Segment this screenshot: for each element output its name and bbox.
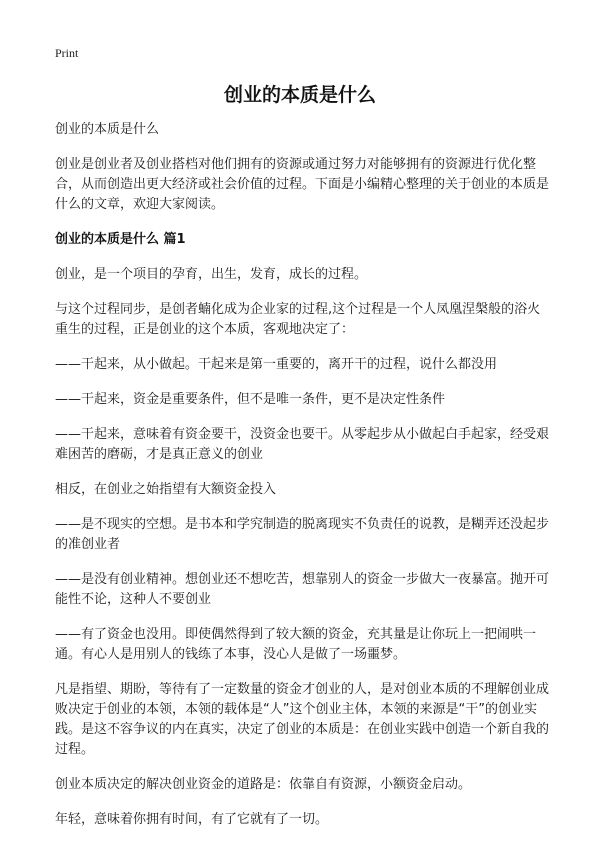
intro-paragraph: 创业是创业者及创业搭档对他们拥有的资源或通过努力对能够拥有的资源进行优化整合，从而创造出更大经济或社会价值的过程。下面是小编精心整理的关于创业的本质是什么的文章，欢迎大家阅读。 bbox=[55, 157, 550, 212]
body-paragraph: 与这个过程同步，是创者蝻化成为企业家的过程,这个过程是一个人凤凰涅槃般的浴火重生的过程，正是创业的这个本质，客观地决定了： bbox=[55, 302, 541, 337]
document-title: 创业的本质是什么 bbox=[223, 84, 376, 106]
body-paragraph: 创业，是一个项目的孕育，出生，发育，成长的过程。 bbox=[55, 267, 368, 282]
body-paragraph: 创业本质决定的解决创业资金的道路是：依靠自有资源，小额资金启动。 bbox=[55, 777, 472, 792]
body-paragraph: ——是不现实的空想。是书本和学究制造的脱离现实不负责任的说教，是糊弄还没起步的准创业者 bbox=[55, 517, 550, 552]
print-link[interactable]: Print bbox=[55, 46, 79, 60]
intro-paragraph: 创业的本质是什么 bbox=[55, 122, 160, 137]
body-paragraph: ——是没有创业精神。想创业还不想吃苦，想靠别人的资金一步做大一夜暴富。抛开可能性不论，这种人不要创业 bbox=[55, 572, 550, 607]
body-paragraph: 相反，在创业之始指望有大额资金投入 bbox=[55, 482, 277, 497]
body-paragraph: ——干起来，意味着有资金要干，没资金也要干。从零起步从小做起白手起家，经受艰难困苦的磨砺，才是真正意义的创业 bbox=[55, 427, 550, 462]
document-body bbox=[55, 120, 551, 845]
section-heading: 创业的本质是什么 篇1 bbox=[55, 232, 186, 247]
body-paragraph: ——干起来，从小做起。干起来是第一重要的，离开干的过程，说什么都没用 bbox=[55, 357, 498, 372]
body-paragraph: 凡是指望、期盼，等待有了一定数量的资金才创业的人，是对创业本质的不理解创业成败决定于创业的本领，本领的载体是“人”这个创业主体，本领的来源是“干”的创业实践。是这不容争议的内在真实，决定了创业的本质是：在创业实践中创造一个新自我的过程。 bbox=[55, 682, 550, 757]
body-paragraph: 年轻，意味着你拥有时间，有了它就有了一切。 bbox=[55, 812, 329, 827]
body-paragraph: ——干起来，资金是重要条件，但不是唯一条件，更不是决定性条件 bbox=[55, 392, 446, 407]
body-paragraph: ——有了资金也没用。即使偶然得到了较大额的资金，充其量是让你玩上一把闹哄一通。有心人是用别人的钱练了本事，没心人是做了一场噩梦。 bbox=[55, 627, 537, 662]
